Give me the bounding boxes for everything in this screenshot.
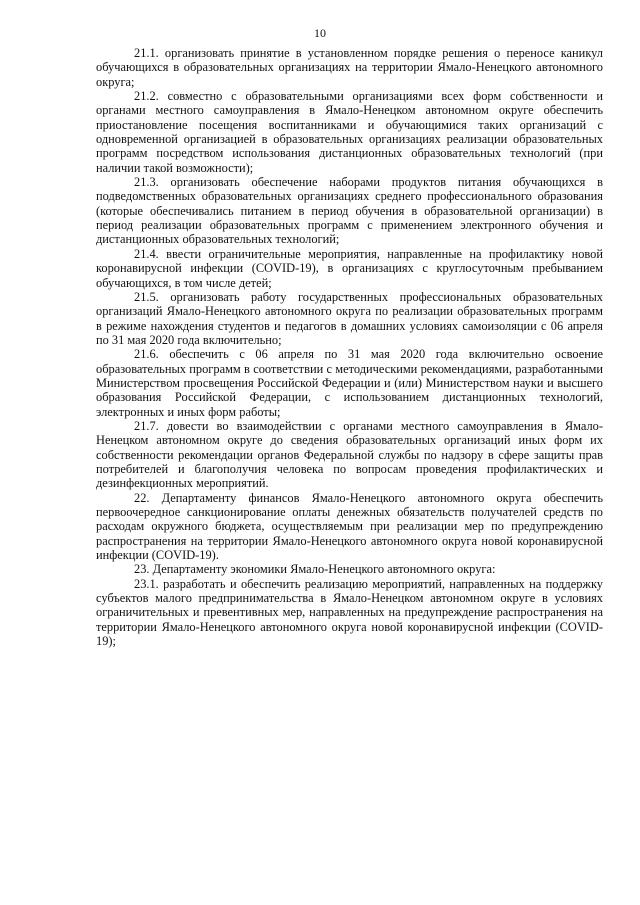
paragraph-23-1: 23.1. разработать и обеспечить реализацию мероприятий, направленных на поддержку субъектов малого предпринимательства в Ямало-Ненецком автономном округе в условиях ограничительных и превентивных мер, направленных на предупреждение распространения на территории Ямало-Ненецкого автономного округа новой коронавирусной инфекции (COVID-19); xyxy=(96,576,603,649)
paragraph-21-3: 21.3. организовать обеспечение наборами продуктов питания обучающихся в подведомственных образовательных организациях среднего профессионального образования (которые обеспечивались питанием в период обучения в образовательной организации) в период реализации образовательных программ с применением электронного обучения и дистанционных образовательных технологий; xyxy=(96,175,603,247)
paragraph-23: 23. Департаменту экономики Ямало-Ненецкого автономного округа: xyxy=(134,562,496,577)
page-number: 10 xyxy=(314,26,326,40)
paragraph-21-2: 21.2. совместно с образовательными организациями всех форм собственности и органами местного самоуправления в Ямало-Ненецком автономном округе обеспечить приостановление посещения воспитанниками и обучающимися таких организаций с одновременной организацией в образовательных организациях реализации образовательных программ посредством использования дистанционных образовательных технологий (при наличии такой возможности); xyxy=(96,89,603,175)
paragraph-21-7: 21.7. довести во взаимодействии с органами местного самоуправления в Ямало-Ненецком автономном округе до сведения образовательных организаций иных форм их собственности рекомендации органов Федеральной службы по надзору в сфере защиты прав потребителей и благополучия человека по вопросам проведения профилактических и дезинфекционных мероприятий. xyxy=(96,418,603,491)
paragraph-21-5: 21.5. организовать работу государственных профессиональных образовательных организаций Ямало-Ненецкого автономного округа по реализации образовательных программ в режиме нахождения студентов и педагогов в домашних условиях самоизоляции с 06 апреля по 31 мая 2020 года включительно; xyxy=(96,289,603,347)
document-body xyxy=(96,46,603,648)
paragraph-21-4: 21.4. ввести ограничительные мероприятия, направленные на профилактику новой коронавирусной инфекции (COVID-19), в организациях с круглосуточным пребыванием обучающихся, в том числе детей; xyxy=(96,246,603,290)
paragraph-21-1: 21.1. организовать принятие в установленном порядке решения о переносе каникул обучающихся в образовательных организациях на территории Ямало-Ненецкого автономного округа; xyxy=(96,46,603,89)
paragraph-21-6: 21.6. обеспечить с 06 апреля по 31 мая 2020 года включительно освоение образовательных программ в соответствии с методическими рекомендациями, разработанными Министерством просвещения Российской Федерации и (или) Министерством науки и высшего образования Российской Федерации, с использованием дистанционных технологий, электронных и иных форм работы; xyxy=(96,347,603,419)
paragraph-22: 22. Департаменту финансов Ямало-Ненецкого автономного округа обеспечить первоочередное санкционирование оплаты денежных обязательств получателей средств по расходам окружного бюджета, осуществляемым при реализации мер по предупреждению распространения на территории Ямало-Ненецкого автономного округа новой коронавирусной инфекции (COVID-19). xyxy=(96,490,603,563)
